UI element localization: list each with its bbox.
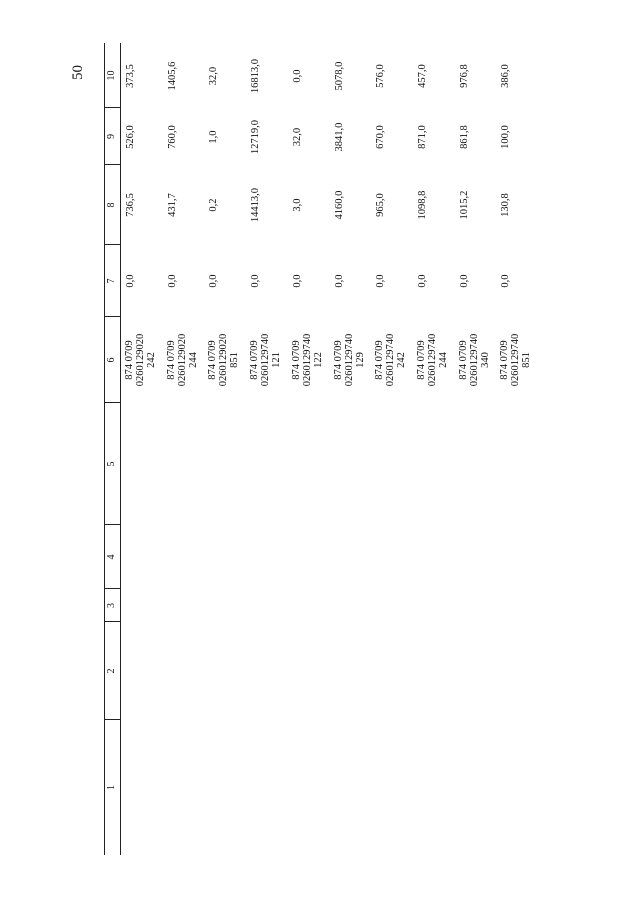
column-header-1: 1 — [106, 785, 117, 790]
page-number: 50 — [70, 65, 86, 80]
row-code-line: 874 0709 — [290, 340, 302, 380]
row-code — [333, 325, 366, 395]
column-divider — [104, 402, 120, 403]
row-value-c7: 0,0 — [458, 274, 470, 288]
budget-table — [104, 43, 544, 855]
row-code-line: 851 — [229, 352, 241, 368]
row-code-line: 340 — [479, 352, 491, 368]
column-divider — [104, 524, 120, 525]
row-code-line: 121 — [271, 352, 283, 368]
row-value-c8: 965,0 — [375, 193, 387, 217]
row-value-c8: 14413,0 — [250, 187, 262, 223]
row-code-line: 0260129740 — [510, 333, 522, 387]
row-code-line: 874 0709 — [207, 340, 219, 380]
row-value-c10: 386,0 — [500, 64, 512, 88]
row-value-c10: 373,5 — [125, 64, 136, 88]
row-value-c8: 1015,2 — [458, 190, 470, 220]
row-value-c7: 0,0 — [250, 274, 262, 288]
row-value-c10: 976,8 — [458, 64, 470, 88]
row-code-line: 874 0709 — [499, 340, 511, 380]
row-code-line: 874 0709 — [249, 340, 261, 380]
column-header-5: 5 — [106, 461, 117, 467]
row-value-c8: 736,5 — [125, 193, 136, 217]
row-code-line: 0260129740 — [343, 333, 355, 387]
row-code-line: 874 0709 — [124, 340, 135, 380]
row-value-c8: 431,7 — [166, 193, 178, 217]
row-code-line: 0260129740 — [385, 333, 397, 387]
row-value-c10: 457,0 — [416, 64, 428, 88]
column-divider — [104, 244, 120, 245]
row-code — [166, 325, 199, 395]
row-code-line: 0260129020 — [135, 333, 146, 387]
row-code-line: 874 0709 — [374, 340, 386, 380]
row-value-c9: 526,0 — [125, 125, 136, 149]
column-header-7: 7 — [106, 278, 117, 284]
row-value-c9: 100,0 — [500, 125, 512, 149]
column-header-10: 10 — [106, 70, 117, 81]
row-value-c10: 32,0 — [208, 66, 220, 86]
row-value-c10: 1405,6 — [166, 61, 178, 91]
row-code-line: 874 0709 — [457, 340, 469, 380]
row-value-c7: 0,0 — [416, 274, 428, 288]
row-value-c7: 0,0 — [375, 274, 387, 288]
row-value-c8: 4160,0 — [333, 190, 345, 220]
column-header-6: 6 — [106, 357, 117, 363]
row-code — [499, 325, 532, 395]
row-value-c10: 0,0 — [291, 69, 303, 83]
row-value-c8: 1098,8 — [416, 190, 428, 220]
row-code-line: 0260129740 — [260, 333, 272, 387]
row-code-line: 244 — [437, 352, 449, 368]
row-value-c7: 0,0 — [500, 274, 512, 288]
column-header-2: 2 — [106, 668, 117, 674]
row-value-c10: 16813,0 — [250, 58, 262, 94]
row-value-c8: 0,2 — [208, 198, 220, 212]
column-header-8: 8 — [106, 202, 117, 208]
row-code-line: 244 — [187, 352, 199, 368]
column-divider — [104, 107, 120, 108]
column-header-9: 9 — [106, 134, 117, 139]
column-divider — [104, 621, 120, 622]
row-code — [291, 325, 324, 395]
column-header-3: 3 — [106, 603, 117, 608]
column-divider — [104, 588, 120, 589]
row-value-c7: 0,0 — [333, 274, 345, 288]
row-value-c7: 0,0 — [166, 274, 178, 288]
row-value-c9: 670,0 — [375, 125, 387, 149]
row-code-line: 851 — [521, 352, 533, 368]
row-code — [249, 325, 282, 395]
row-value-c7: 0,0 — [208, 274, 220, 288]
row-value-c9: 32,0 — [291, 127, 303, 147]
column-divider — [104, 316, 120, 317]
row-code-line: 0260129740 — [468, 333, 480, 387]
row-value-c9: 1,0 — [208, 130, 220, 144]
row-value-c8: 130,8 — [500, 193, 512, 217]
row-code-line: 0260129020 — [176, 333, 188, 387]
row-code-line: 874 0709 — [332, 340, 344, 380]
row-value-c8: 3,0 — [291, 198, 303, 212]
row-code-line: 0260129020 — [218, 333, 230, 387]
row-code — [207, 325, 240, 395]
row-code-line: 874 0709 — [415, 340, 427, 380]
row-value-c10: 576,0 — [375, 64, 387, 88]
row-value-c10: 5078,0 — [333, 61, 345, 91]
row-code — [458, 325, 491, 395]
row-code-line: 0260129740 — [301, 333, 313, 387]
table-header-rule — [120, 43, 121, 855]
row-code — [124, 325, 157, 395]
row-code-line: 122 — [312, 352, 324, 368]
row-value-c7: 0,0 — [291, 274, 303, 288]
row-value-c9: 12719,0 — [250, 119, 262, 155]
column-divider — [104, 164, 120, 165]
row-code-line: 242 — [396, 352, 408, 368]
row-code — [374, 325, 407, 395]
row-value-c9: 760,0 — [166, 125, 178, 149]
row-value-c7: 0,0 — [125, 274, 136, 288]
row-code-line: 129 — [354, 352, 366, 368]
row-code-line: 242 — [146, 352, 157, 368]
row-code — [416, 325, 449, 395]
row-value-c9: 871,0 — [416, 125, 428, 149]
row-code-line: 874 0709 — [165, 340, 177, 380]
column-divider — [104, 719, 120, 720]
column-header-4: 4 — [106, 554, 117, 560]
row-value-c9: 3841,0 — [333, 122, 345, 152]
row-code-line: 0260129740 — [426, 333, 438, 387]
row-value-c9: 861,8 — [458, 125, 470, 149]
